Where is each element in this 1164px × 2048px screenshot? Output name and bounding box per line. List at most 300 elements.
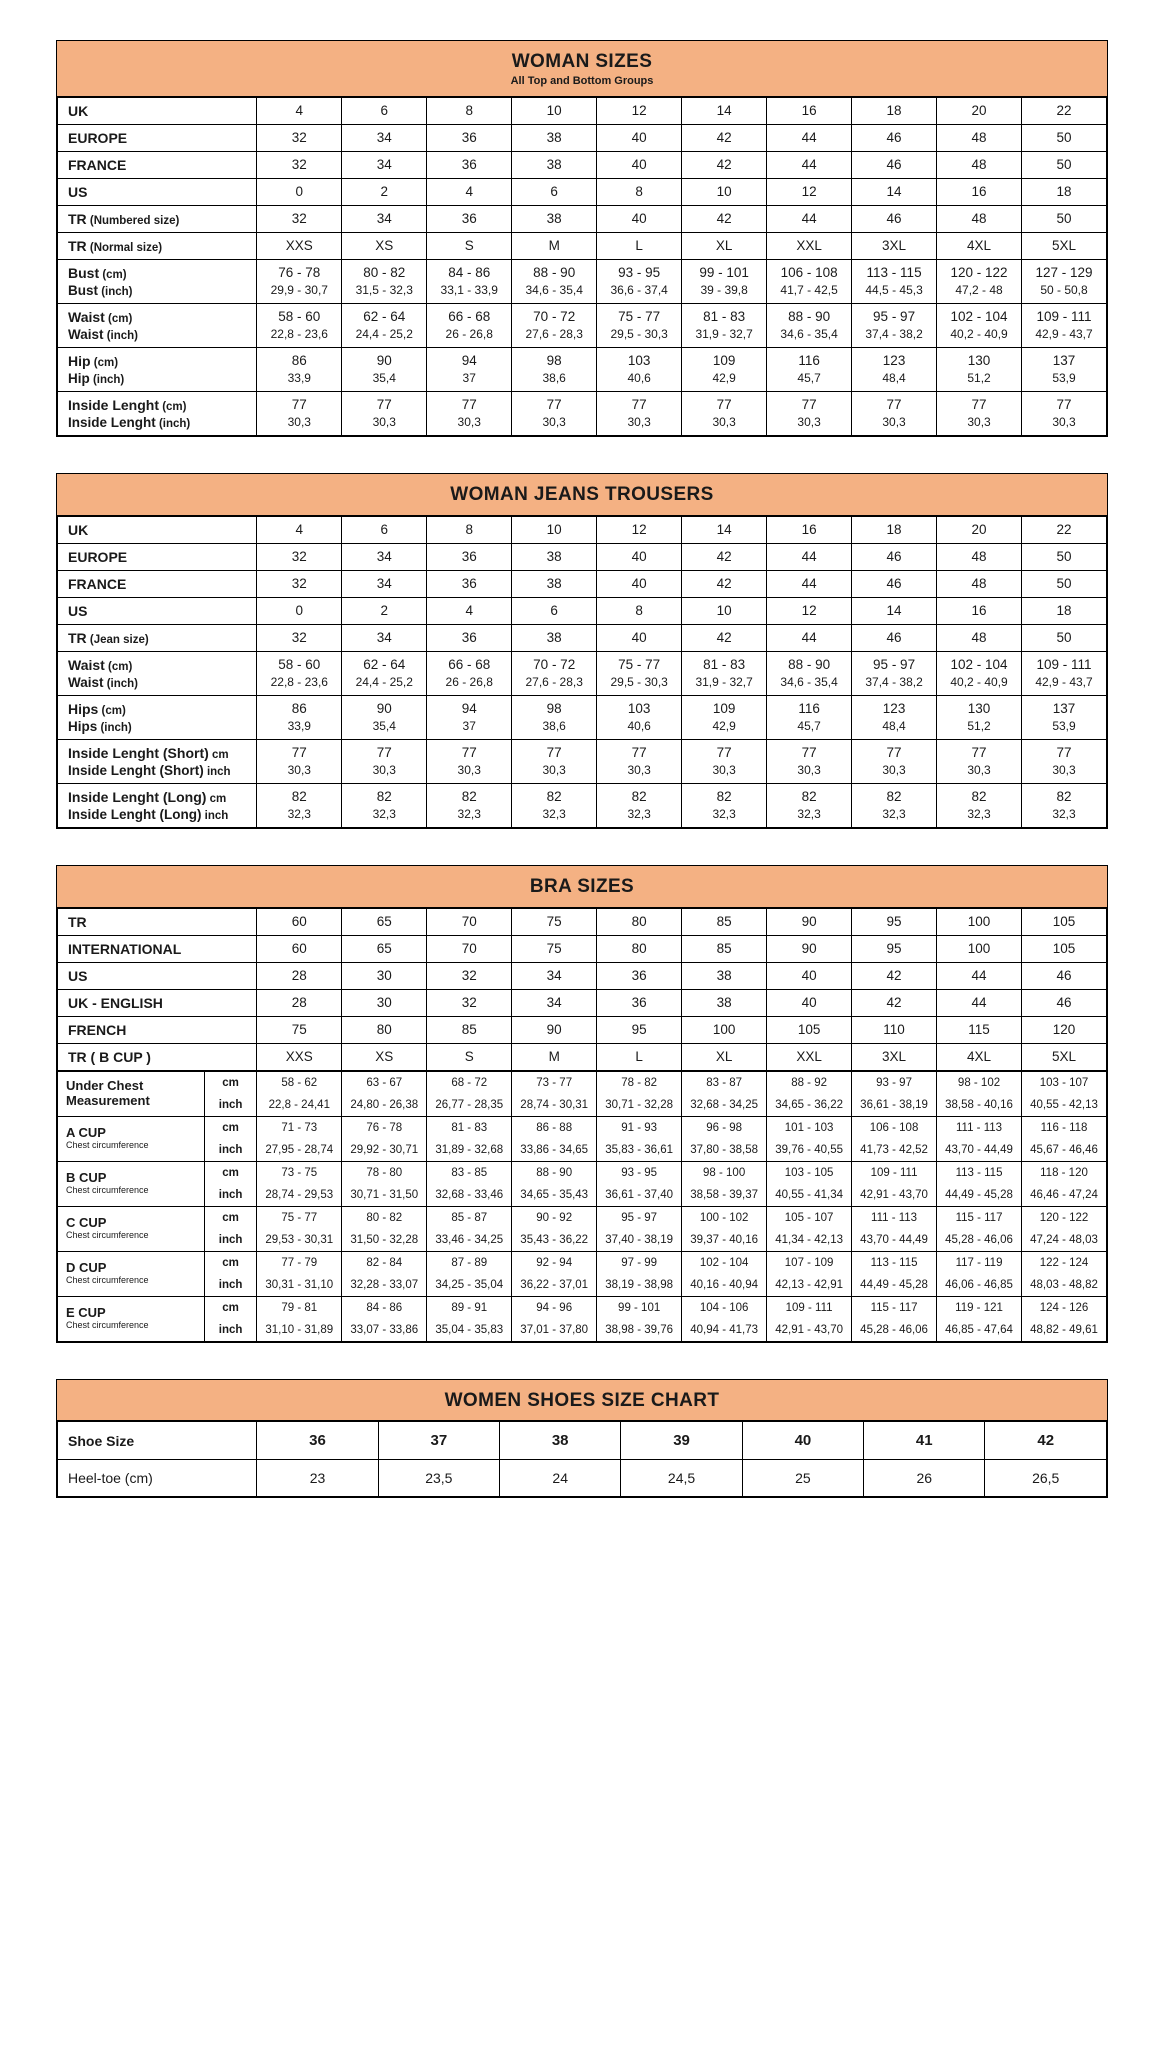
table-cell: 36,6 - 37,4 bbox=[597, 282, 682, 304]
row-label-text: UK - ENGLISH bbox=[68, 994, 163, 1011]
table-cell: 8 bbox=[597, 178, 682, 205]
table-cell: 80 bbox=[597, 908, 682, 935]
table-cell: 30,3 bbox=[1022, 762, 1107, 784]
table-cell: 42,9 - 43,7 bbox=[1022, 674, 1107, 696]
row-label-text: UK bbox=[68, 521, 89, 538]
table-cell: 30 bbox=[342, 962, 427, 989]
table-cell: 79 - 81 bbox=[257, 1296, 342, 1319]
table-cell: 51,2 bbox=[937, 370, 1022, 392]
table-cell: 32,28 - 33,07 bbox=[342, 1274, 427, 1297]
row-label-text: Inside Lenght (Short) bbox=[68, 744, 209, 761]
table-cell: 32,3 bbox=[597, 806, 682, 828]
table-cell: M bbox=[512, 232, 597, 259]
table-cell: 24,5 bbox=[621, 1460, 742, 1497]
table-cell: 75 - 77 bbox=[597, 303, 682, 326]
row-label-unit: (cm) bbox=[99, 268, 127, 281]
table-cell: 123 bbox=[852, 695, 937, 718]
table-cell: 29,53 - 30,31 bbox=[257, 1229, 342, 1252]
table-cell: 37,4 - 38,2 bbox=[852, 674, 937, 696]
table-cell: 107 - 109 bbox=[767, 1251, 852, 1274]
row-label bbox=[58, 989, 257, 1016]
table-cell: 36 bbox=[427, 624, 512, 651]
table-cell: 82 bbox=[427, 783, 512, 806]
table-cell: 97 - 99 bbox=[597, 1251, 682, 1274]
row-label-text: Hips bbox=[68, 700, 99, 717]
table-cell: 83 - 87 bbox=[682, 1071, 767, 1094]
table-cell: 39,37 - 40,16 bbox=[682, 1229, 767, 1252]
table-cell: 96 - 98 bbox=[682, 1116, 767, 1139]
table-cell: 48 bbox=[937, 570, 1022, 597]
table-cell: 109 - 111 bbox=[767, 1296, 852, 1319]
row-label bbox=[58, 282, 257, 304]
table-row bbox=[58, 391, 1107, 414]
chart-woman-jeans-trousers bbox=[56, 473, 1108, 829]
row-label-text-2: Measurement bbox=[66, 1092, 150, 1108]
table-cell: 10 bbox=[682, 597, 767, 624]
table-cell: 76 - 78 bbox=[257, 259, 342, 282]
table-cell: 35,4 bbox=[342, 370, 427, 392]
table-cell: 26,5 bbox=[985, 1460, 1107, 1497]
table-cell: 103 bbox=[597, 695, 682, 718]
table-cell: 0 bbox=[257, 178, 342, 205]
table-cell: 82 bbox=[682, 783, 767, 806]
table-cell: 62 - 64 bbox=[342, 303, 427, 326]
row-label-text: Waist bbox=[68, 308, 105, 325]
table-cell: 4 bbox=[257, 97, 342, 124]
row-label bbox=[58, 1251, 205, 1296]
table-cell: 43,70 - 44,49 bbox=[852, 1229, 937, 1252]
table-cell: 32,3 bbox=[1022, 806, 1107, 828]
table-cell: 29,5 - 30,3 bbox=[597, 326, 682, 348]
table-row bbox=[58, 1161, 1107, 1184]
table-row bbox=[58, 651, 1107, 674]
unit-cell-inch: inch bbox=[204, 1094, 256, 1117]
table-cell: 75 bbox=[512, 935, 597, 962]
table-cell: 32,3 bbox=[512, 806, 597, 828]
table-cell: 93 - 97 bbox=[852, 1071, 937, 1094]
table-cell: 71 - 73 bbox=[257, 1116, 342, 1139]
table-row bbox=[58, 806, 1107, 828]
table-cell: 95 - 97 bbox=[597, 1206, 682, 1229]
table-cell: 34,65 - 36,22 bbox=[767, 1094, 852, 1117]
table-cell: 22,8 - 23,6 bbox=[257, 674, 342, 696]
table-cell: 40,94 - 41,73 bbox=[682, 1319, 767, 1342]
row-label-text: FRANCE bbox=[68, 575, 127, 592]
table-cell: 46 bbox=[1022, 989, 1107, 1016]
table-cell: 44 bbox=[767, 543, 852, 570]
table-cell: 28,74 - 30,31 bbox=[512, 1094, 597, 1117]
table-cell: 103 bbox=[597, 347, 682, 370]
table-cell: 46 bbox=[852, 151, 937, 178]
table-cell: 46,85 - 47,64 bbox=[937, 1319, 1022, 1342]
table-row bbox=[58, 1116, 1107, 1139]
table-cell: 16 bbox=[937, 597, 1022, 624]
row-label bbox=[58, 1043, 257, 1070]
table-cell: 75 bbox=[512, 908, 597, 935]
table-cell: 18 bbox=[852, 516, 937, 543]
row-label bbox=[58, 151, 257, 178]
table-cell: XXL bbox=[767, 1043, 852, 1070]
table-cell: 77 bbox=[852, 391, 937, 414]
table-row bbox=[58, 516, 1107, 543]
table-cell: 37,80 - 38,58 bbox=[682, 1139, 767, 1162]
table-cell: 50 - 50,8 bbox=[1022, 282, 1107, 304]
table-cell: 94 bbox=[427, 695, 512, 718]
table-cell: 32 bbox=[257, 151, 342, 178]
table-cell: 41,73 - 42,52 bbox=[852, 1139, 937, 1162]
table-cell: 32 bbox=[257, 543, 342, 570]
table-cell: 90 bbox=[767, 935, 852, 962]
table-cell: 45,28 - 46,06 bbox=[937, 1229, 1022, 1252]
table-cell: 14 bbox=[682, 97, 767, 124]
row-label-text: Bust bbox=[68, 264, 100, 281]
table-cell: 38,19 - 38,98 bbox=[597, 1274, 682, 1297]
row-label bbox=[58, 543, 257, 570]
row-label bbox=[58, 259, 257, 282]
table-cell: 43,70 - 44,49 bbox=[937, 1139, 1022, 1162]
table-cell: 26 - 26,8 bbox=[427, 326, 512, 348]
row-label-text: Hips bbox=[68, 718, 98, 734]
row-label-text: Inside Lenght (Long) bbox=[68, 806, 202, 822]
row-label-text: US bbox=[68, 183, 88, 200]
table-cell: 40,2 - 40,9 bbox=[937, 674, 1022, 696]
table-cell: 77 bbox=[257, 739, 342, 762]
table-cell: 51,2 bbox=[937, 718, 1022, 740]
table-row bbox=[58, 695, 1107, 718]
row-label-sub: Chest circumference bbox=[66, 1320, 149, 1331]
table-cell: 27,6 - 28,3 bbox=[512, 326, 597, 348]
table-row bbox=[58, 1229, 1107, 1252]
table-cell: 44 bbox=[937, 962, 1022, 989]
table-cell: 31,89 - 32,68 bbox=[427, 1139, 512, 1162]
table-cell: 4 bbox=[257, 516, 342, 543]
table-cell: XS bbox=[342, 1043, 427, 1070]
table-cell: 86 bbox=[257, 347, 342, 370]
table-row bbox=[58, 1071, 1107, 1094]
row-label bbox=[58, 124, 257, 151]
table-cell: 23 bbox=[257, 1460, 378, 1497]
row-label-text: Shoe Size bbox=[68, 1432, 135, 1449]
table-cell: 105 bbox=[1022, 935, 1107, 962]
table-cell: 77 bbox=[342, 739, 427, 762]
table-cell: 30,71 - 31,50 bbox=[342, 1184, 427, 1207]
table-cell: 105 - 107 bbox=[767, 1206, 852, 1229]
table-cell: 80 - 82 bbox=[342, 1206, 427, 1229]
row-label-text: UK bbox=[68, 102, 89, 119]
table-cell: 77 bbox=[342, 391, 427, 414]
unit-cell-cm: cm bbox=[204, 1251, 256, 1274]
table-cell: 42 bbox=[852, 962, 937, 989]
table-cell: 32 bbox=[257, 205, 342, 232]
table-cell: 27,6 - 28,3 bbox=[512, 674, 597, 696]
table-cell: 90 bbox=[342, 695, 427, 718]
table-cell: 82 bbox=[767, 783, 852, 806]
table-cell: 31,9 - 32,7 bbox=[682, 674, 767, 696]
table-cell: 34,6 - 35,4 bbox=[767, 326, 852, 348]
table-cell: 40,2 - 40,9 bbox=[937, 326, 1022, 348]
table-cell: 90 bbox=[342, 347, 427, 370]
table-cell: 36 bbox=[597, 962, 682, 989]
table-cell: 36 bbox=[427, 543, 512, 570]
table-cell: 95 bbox=[852, 908, 937, 935]
table-cell: 82 bbox=[852, 783, 937, 806]
table-cell: 42 bbox=[682, 543, 767, 570]
row-label-text: TR bbox=[68, 237, 87, 254]
table-cell: 33,9 bbox=[257, 370, 342, 392]
row-label-text: US bbox=[68, 602, 88, 619]
table-row bbox=[58, 370, 1107, 392]
row-label-text: EUROPE bbox=[68, 129, 128, 146]
unit-cell-cm: cm bbox=[204, 1071, 256, 1094]
table-cell: 36 bbox=[427, 570, 512, 597]
table-cell: 10 bbox=[512, 516, 597, 543]
table-cell: 109 bbox=[682, 347, 767, 370]
row-label bbox=[58, 624, 257, 651]
table-cell: 41,7 - 42,5 bbox=[767, 282, 852, 304]
table-cell: 34 bbox=[342, 151, 427, 178]
table-cell: 22 bbox=[1022, 516, 1107, 543]
unit-cell-cm: cm bbox=[204, 1116, 256, 1139]
row-label-unit: (cm) bbox=[159, 400, 187, 413]
table-cell: 2 bbox=[342, 178, 427, 205]
table-cell: 45,28 - 46,06 bbox=[852, 1319, 937, 1342]
table-cell: 30,3 bbox=[597, 414, 682, 436]
table-cell: 46 bbox=[852, 624, 937, 651]
chart-title: BRA SIZES bbox=[529, 875, 635, 897]
table-cell: 44 bbox=[767, 205, 852, 232]
table-cell: 4XL bbox=[937, 1043, 1022, 1070]
unit-cell-inch: inch bbox=[204, 1229, 256, 1252]
table-cell: 99 - 101 bbox=[597, 1296, 682, 1319]
row-label-unit: inch bbox=[203, 765, 231, 778]
table-cell: 77 bbox=[597, 739, 682, 762]
woman-sizes-table bbox=[57, 97, 1107, 436]
table-cell: 113 - 115 bbox=[852, 1251, 937, 1274]
table-cell: 77 bbox=[597, 391, 682, 414]
table-cell: 34,6 - 35,4 bbox=[767, 674, 852, 696]
table-cell: 24 bbox=[500, 1460, 621, 1497]
table-cell: 34,25 - 35,04 bbox=[427, 1274, 512, 1297]
table-cell: 84 - 86 bbox=[427, 259, 512, 282]
table-cell: 44 bbox=[937, 989, 1022, 1016]
table-row bbox=[58, 347, 1107, 370]
table-cell: 111 - 113 bbox=[937, 1116, 1022, 1139]
table-cell: 70 bbox=[427, 935, 512, 962]
row-label bbox=[58, 326, 257, 348]
row-label bbox=[58, 370, 257, 392]
table-cell: 24,80 - 26,38 bbox=[342, 1094, 427, 1117]
table-cell: 35,83 - 36,61 bbox=[597, 1139, 682, 1162]
chart-women-shoes bbox=[56, 1379, 1108, 1499]
table-cell: 34 bbox=[342, 570, 427, 597]
table-cell: 30,3 bbox=[597, 762, 682, 784]
table-cell: 38 bbox=[512, 543, 597, 570]
row-label-text: Inside Lenght (Short) bbox=[68, 762, 204, 778]
table-cell: 42 bbox=[682, 570, 767, 597]
table-cell: 28 bbox=[257, 962, 342, 989]
row-label-text: INTERNATIONAL bbox=[68, 940, 182, 957]
table-cell: 42,9 bbox=[682, 718, 767, 740]
table-cell: 38 bbox=[682, 962, 767, 989]
table-cell: 4 bbox=[427, 597, 512, 624]
table-cell: XL bbox=[682, 232, 767, 259]
table-row bbox=[58, 1274, 1107, 1297]
table-row bbox=[58, 570, 1107, 597]
unit-cell-inch: inch bbox=[204, 1274, 256, 1297]
table-cell: 94 bbox=[427, 347, 512, 370]
row-label-unit: (inch) bbox=[89, 373, 125, 386]
table-cell: 44 bbox=[767, 570, 852, 597]
table-cell: 36 bbox=[597, 989, 682, 1016]
table-cell: S bbox=[427, 1043, 512, 1070]
table-cell: 31,5 - 32,3 bbox=[342, 282, 427, 304]
table-cell: 45,7 bbox=[767, 370, 852, 392]
table-cell: 116 - 118 bbox=[1022, 1116, 1107, 1139]
table-cell: 88 - 90 bbox=[767, 651, 852, 674]
table-row bbox=[58, 597, 1107, 624]
table-cell: 36,61 - 38,19 bbox=[852, 1094, 937, 1117]
row-label bbox=[58, 391, 257, 414]
table-cell: 103 - 107 bbox=[1022, 1071, 1107, 1094]
row-label-text: D CUP bbox=[66, 1259, 107, 1275]
table-cell: 90 - 92 bbox=[512, 1206, 597, 1229]
table-cell: 105 bbox=[1022, 908, 1107, 935]
table-cell: 93 - 95 bbox=[597, 259, 682, 282]
bra-sizes-table bbox=[57, 908, 1107, 1071]
table-cell: 37,01 - 37,80 bbox=[512, 1319, 597, 1342]
table-cell: 3XL bbox=[852, 232, 937, 259]
table-cell: 37,4 - 38,2 bbox=[852, 326, 937, 348]
table-cell: 102 - 104 bbox=[937, 303, 1022, 326]
row-label bbox=[58, 806, 257, 828]
table-cell: 42,9 bbox=[682, 370, 767, 392]
table-cell: 137 bbox=[1022, 695, 1107, 718]
row-label-unit: (inch) bbox=[103, 677, 139, 690]
table-cell: 30,3 bbox=[257, 762, 342, 784]
table-cell: 77 bbox=[427, 739, 512, 762]
table-cell: 50 bbox=[1022, 151, 1107, 178]
table-cell: 83 - 85 bbox=[427, 1161, 512, 1184]
table-cell: 3XL bbox=[852, 1043, 937, 1070]
table-cell: 40 bbox=[597, 205, 682, 232]
row-label bbox=[58, 718, 257, 740]
row-label bbox=[58, 178, 257, 205]
table-cell: 12 bbox=[767, 597, 852, 624]
row-label-text: FRANCE bbox=[68, 156, 127, 173]
table-cell: 98 bbox=[512, 347, 597, 370]
table-row bbox=[58, 232, 1107, 259]
table-cell: 100 - 102 bbox=[682, 1206, 767, 1229]
table-cell: 98 - 102 bbox=[937, 1071, 1022, 1094]
table-cell: 117 - 119 bbox=[937, 1251, 1022, 1274]
table-cell: 100 bbox=[682, 1016, 767, 1043]
table-cell: 44 bbox=[767, 124, 852, 151]
table-cell: 32,3 bbox=[342, 806, 427, 828]
table-cell: 20 bbox=[937, 516, 1022, 543]
table-cell: 45,7 bbox=[767, 718, 852, 740]
table-cell: 46 bbox=[852, 124, 937, 151]
row-label bbox=[58, 1296, 205, 1341]
table-row bbox=[58, 908, 1107, 935]
table-cell: 34,65 - 35,43 bbox=[512, 1184, 597, 1207]
table-cell: 6 bbox=[342, 97, 427, 124]
row-label-text: Inside Lenght bbox=[68, 414, 156, 430]
table-cell: 32 bbox=[427, 962, 512, 989]
row-label-text: Bust bbox=[68, 282, 98, 298]
table-cell: 80 bbox=[342, 1016, 427, 1043]
table-cell: 42 bbox=[852, 989, 937, 1016]
table-cell: 0 bbox=[257, 597, 342, 624]
row-label-sub: Chest circumference bbox=[66, 1275, 149, 1286]
table-cell: 81 - 83 bbox=[427, 1116, 512, 1139]
table-row bbox=[58, 1422, 1107, 1460]
table-cell: 82 bbox=[1022, 783, 1107, 806]
table-row bbox=[58, 543, 1107, 570]
row-label bbox=[58, 651, 257, 674]
table-cell: 30,3 bbox=[852, 414, 937, 436]
table-cell: 118 - 120 bbox=[1022, 1161, 1107, 1184]
table-cell: 35,04 - 35,83 bbox=[427, 1319, 512, 1342]
table-cell: 120 - 122 bbox=[1022, 1206, 1107, 1229]
table-cell: 82 bbox=[597, 783, 682, 806]
chart-title: WOMAN JEANS TROUSERS bbox=[450, 483, 714, 505]
row-label-text: EUROPE bbox=[68, 548, 128, 565]
table-cell: 30,3 bbox=[682, 762, 767, 784]
table-cell: 5XL bbox=[1022, 232, 1107, 259]
table-cell: 70 - 72 bbox=[512, 651, 597, 674]
table-cell: 82 - 84 bbox=[342, 1251, 427, 1274]
row-label bbox=[58, 1422, 257, 1460]
row-label bbox=[58, 414, 257, 436]
table-cell: 82 bbox=[512, 783, 597, 806]
table-cell: 106 - 108 bbox=[767, 259, 852, 282]
table-cell: 38 bbox=[512, 570, 597, 597]
table-cell: 77 bbox=[682, 391, 767, 414]
table-cell: 116 bbox=[767, 695, 852, 718]
table-cell: 77 bbox=[427, 391, 512, 414]
table-cell: 77 bbox=[512, 739, 597, 762]
table-cell: 100 bbox=[937, 908, 1022, 935]
table-cell: 30,71 - 32,28 bbox=[597, 1094, 682, 1117]
table-cell: 115 - 117 bbox=[852, 1296, 937, 1319]
table-cell: S bbox=[427, 232, 512, 259]
table-cell: 16 bbox=[767, 516, 852, 543]
row-label-text: TR bbox=[68, 913, 87, 930]
table-cell: 82 bbox=[937, 783, 1022, 806]
table-row bbox=[58, 674, 1107, 696]
table-cell: 77 bbox=[1022, 739, 1107, 762]
table-cell: 98 - 100 bbox=[682, 1161, 767, 1184]
table-cell: 78 - 82 bbox=[597, 1071, 682, 1094]
row-label bbox=[58, 303, 257, 326]
table-cell: 60 bbox=[257, 935, 342, 962]
table-cell: 40 bbox=[742, 1422, 863, 1460]
table-cell: 20 bbox=[937, 97, 1022, 124]
row-label bbox=[58, 739, 257, 762]
table-cell: 58 - 60 bbox=[257, 651, 342, 674]
row-label bbox=[58, 783, 257, 806]
table-cell: 27,95 - 28,74 bbox=[257, 1139, 342, 1162]
table-cell: 26 - 26,8 bbox=[427, 674, 512, 696]
table-row bbox=[58, 178, 1107, 205]
bra-cup-detail-table bbox=[57, 1071, 1107, 1342]
table-cell: 70 - 72 bbox=[512, 303, 597, 326]
table-cell: 28 bbox=[257, 989, 342, 1016]
table-cell: 35,43 - 36,22 bbox=[512, 1229, 597, 1252]
table-cell: 82 bbox=[342, 783, 427, 806]
row-label-text: FRENCH bbox=[68, 1021, 127, 1038]
table-cell: 6 bbox=[512, 597, 597, 624]
